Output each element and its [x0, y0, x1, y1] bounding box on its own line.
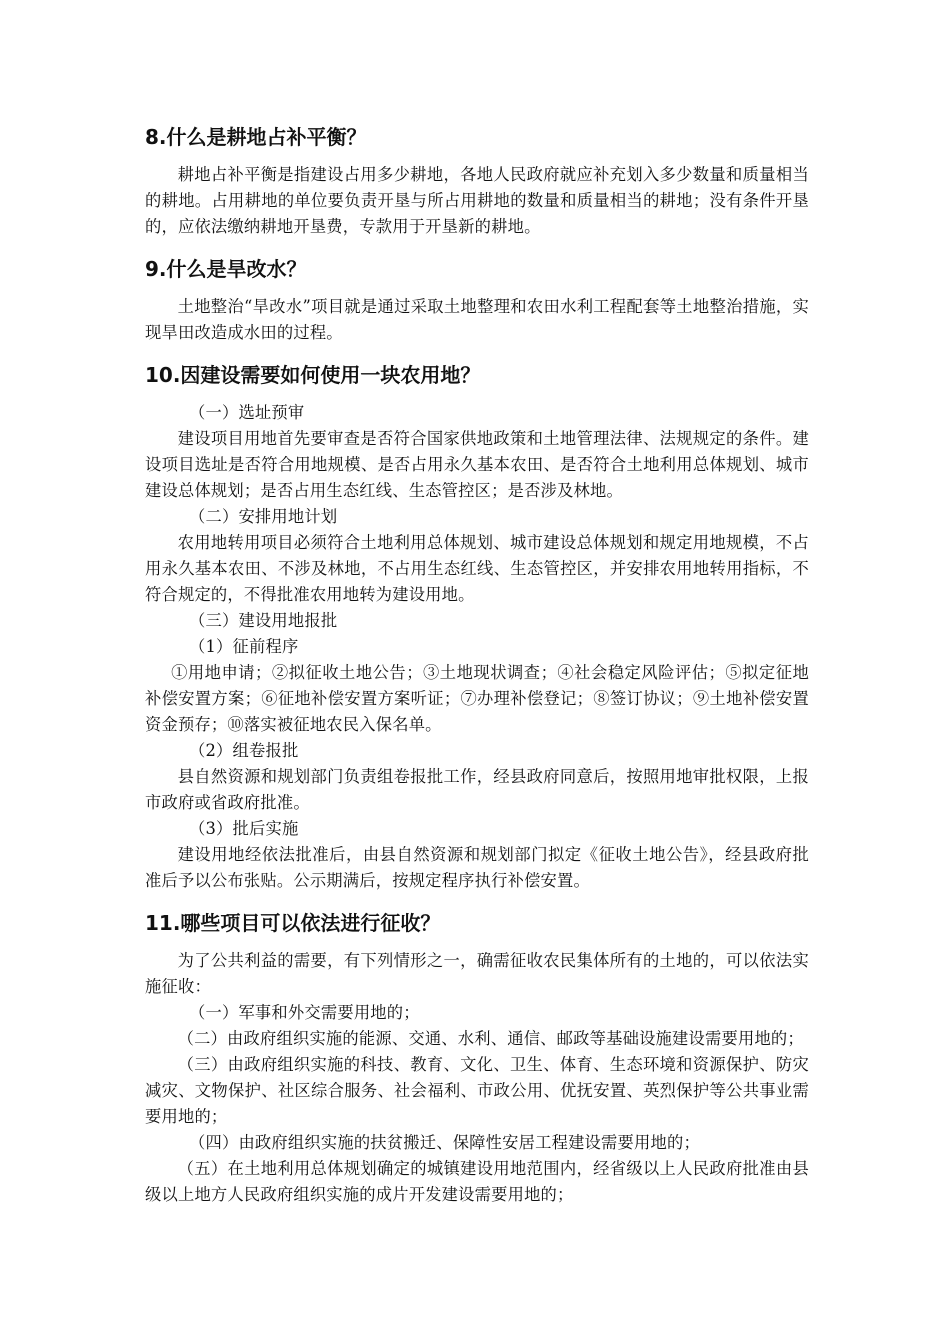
section-heading: 9.什么是旱改水？ — [145, 257, 307, 281]
list-item: （二）由政府组织实施的能源、交通、水利、通信、邮政等基础设施建设需要用地的； — [177, 1029, 804, 1048]
section-heading: 8.什么是耕地占补平衡？ — [145, 125, 367, 149]
list-item: （一）军事和外交需要用地的； — [189, 1003, 420, 1022]
subheading: （二）安排用地计划 — [189, 507, 338, 526]
paragraph: 农用地转用项目必须符合土地利用总体规划、城市建设总体规划和规定用地规模，不占用永久基本农田、不涉及林地，不占用生态红线、生态管控区，并安排农用地转用指标，不符合规定的，不得批准农用地转为建设用地。 — [145, 533, 809, 604]
subheading: （1）征前程序 — [189, 637, 299, 656]
subheading: （2）组卷报批 — [189, 741, 299, 760]
paragraph: 县自然资源和规划部门负责组卷报批工作，经县政府同意后，按照用地审批权限，上报市政府或省政府批准。 — [145, 767, 809, 812]
list-item: （五）在土地利用总体规划确定的城镇建设用地范围内，经省级以上人民政府批准由县级以上地方人民政府组织实施的成片开发建设需要用地的； — [145, 1159, 809, 1204]
paragraph: 建设项目用地首先要审查是否符合国家供地政策和土地管理法律、法规规定的条件。建设项目选址是否符合用地规模、是否占用永久基本农田、是否符合土地利用总体规划、城市建设总体规划；是否占用生态红线、生态管控区；是否涉及林地。 — [145, 429, 809, 500]
subheading: （一）选址预审 — [189, 403, 305, 422]
section-8 — [145, 122, 809, 240]
section-11 — [145, 908, 809, 1208]
section-9 — [145, 254, 809, 346]
section-heading: 10.因建设需要如何使用一块农用地？ — [145, 363, 481, 387]
document-body — [145, 110, 809, 1208]
section-10 — [145, 360, 809, 894]
subheading: （三）建设用地报批 — [189, 611, 338, 630]
paragraph: 耕地占补平衡是指建设占用多少耕地，各地人民政府就应补充划入多少数量和质量相当的耕地。占用耕地的单位要负责开垦与所占用耕地的数量和质量相当的耕地；没有条件开垦的，应依法缴纳耕地开垦费，专款用于开垦新的耕地。 — [145, 165, 809, 236]
section-heading: 11.哪些项目可以依法进行征收？ — [145, 911, 441, 935]
list-item: （四）由政府组织实施的扶贫搬迁、保障性安居工程建设需要用地的； — [189, 1133, 700, 1152]
paragraph: 为了公共利益的需要，有下列情形之一，确需征收农民集体所有的土地的，可以依法实施征收： — [145, 951, 809, 996]
subheading: （3）批后实施 — [189, 819, 299, 838]
paragraph: 土地整治“旱改水”项目就是通过采取土地整理和农田水利工程配套等土地整治措施，实现旱田改造成水田的过程。 — [145, 297, 809, 342]
paragraph: 建设用地经依法批准后，由县自然资源和规划部门拟定《征收土地公告》，经县政府批准后予以公布张贴。公示期满后，按规定程序执行补偿安置。 — [145, 845, 809, 890]
list-item: （三）由政府组织实施的科技、教育、文化、卫生、体育、生态环境和资源保护、防灾减灾、文物保护、社区综合服务、社会福利、市政公用、优抚安置、英烈保护等公共事业需要用地的； — [145, 1055, 809, 1126]
paragraph: ①用地申请；②拟征收土地公告；③土地现状调查；④社会稳定风险评估；⑤拟定征地补偿安置方案；⑥征地补偿安置方案听证；⑦办理补偿登记；⑧签订协议；⑨土地补偿安置资金预存；⑩落实被征地农民入保名单。 — [145, 663, 809, 734]
